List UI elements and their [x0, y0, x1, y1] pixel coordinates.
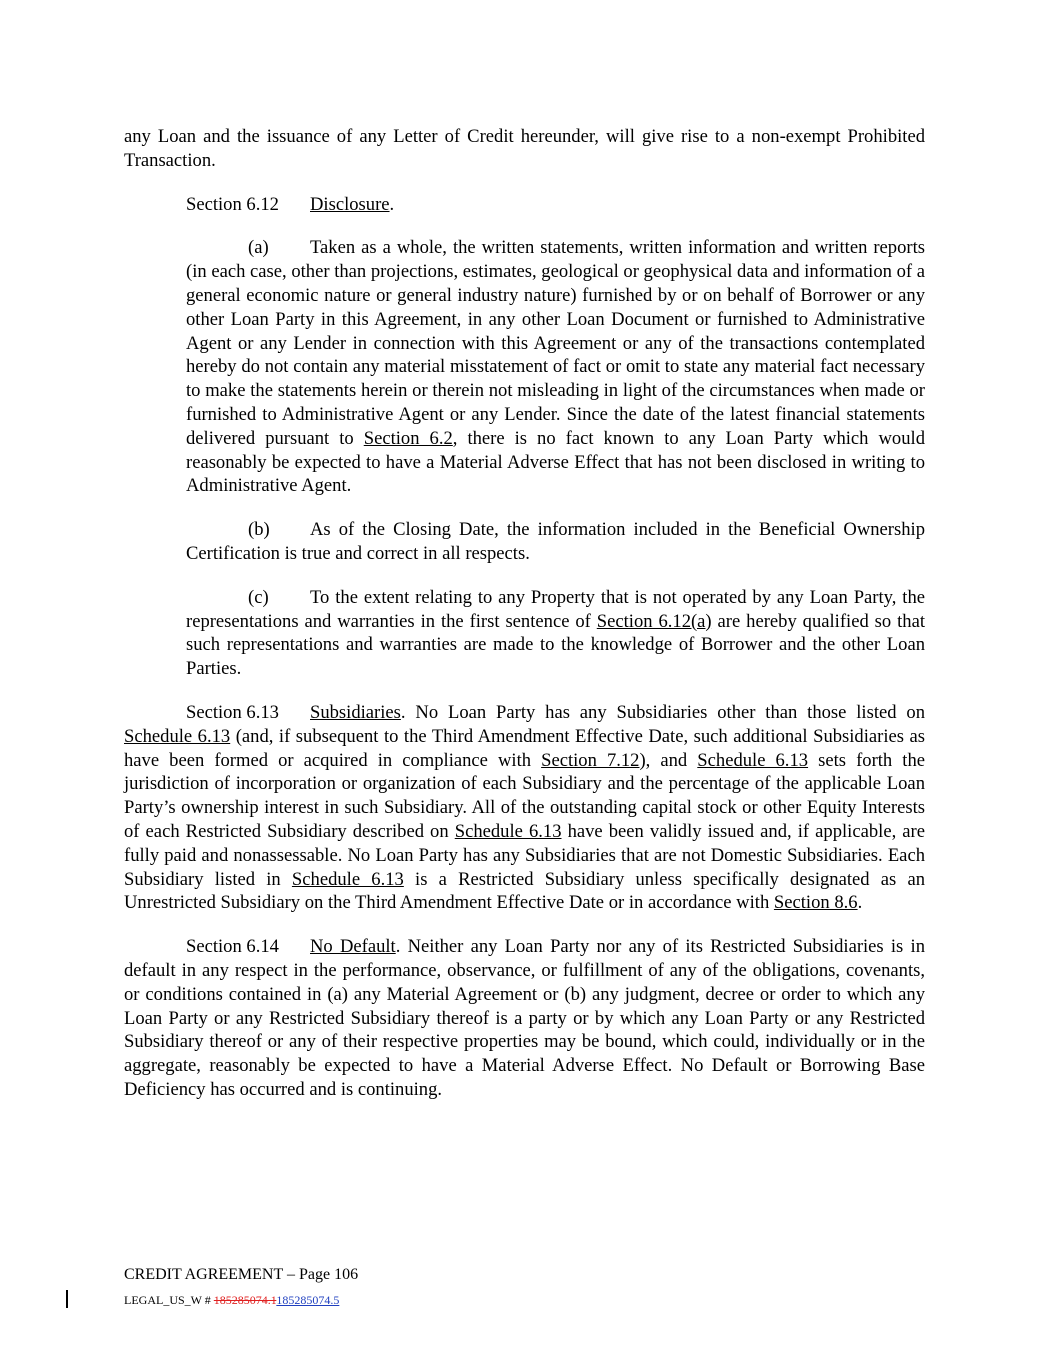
document-body: [124, 125, 925, 1122]
clause-label: (b): [248, 519, 270, 541]
cross-reference: Section 7.12: [541, 749, 640, 771]
section-6-12-heading: Section 6.12 Disclosure.: [186, 193, 395, 215]
cross-reference: Section 6.2: [363, 427, 453, 449]
document-id: LEGAL_US_W # 185285074.1185285074.5: [124, 1293, 340, 1307]
cross-reference: Section 6.12(a): [596, 610, 712, 632]
section-6-12-c: (c) To the extent relating to any Property that is not operated by any Loan Party, the representations and warranties in the first sentence of Section 6.12(a) are hereby qualified so that such representations and warranties are made to the knowledge of Borrower and the other Loan Parties.: [186, 586, 925, 680]
cross-reference: Schedule 6.13: [697, 749, 809, 771]
page-footer: CREDIT AGREEMENT – Page 106: [124, 1266, 359, 1283]
cross-reference: Schedule 6.13: [124, 725, 231, 747]
section-6-12-b: (b) As of the Closing Date, the information included in the Beneficial Ownership Certification is true and correct in all respects.: [186, 519, 925, 564]
section-title: No Default: [310, 936, 396, 958]
section-6-13: Section 6.13 Subsidiaries. No Loan Party has any Subsidiaries other than those listed on Schedule 6.13 (and, if subsequent to the Third Amendment Effective Date, such additional Subsidiaries as have been formed or acquired in compliance with Section 7.12), and Schedule 6.13 sets forth the jurisdiction of incorporation or organization of each Subsidiary and the percentage of the applicable Loan Party’s ownership interest in such Subsidiary. All of the outstanding capital stock or other Equity Interests of each Restricted Subsidiary described on Schedule 6.13 have been validly issued and, if applicable, are fully paid and nonassessable. No Loan Party has any Subsidiaries that are not Domestic Subsidiaries. Each Subsidiary listed in Schedule 6.13 is a Restricted Subsidiary unless specifically designated as an Unrestricted Subsidiary on the Third Amendment Effective Date or in accordance with Section 8.6.: [124, 701, 926, 914]
section-6-12-a: (a) Taken as a whole, the written statements, written information and written reports (in each case, other than projections, estimates, geological or geophysical data and information of a general economic nature or general industry nature) furnished by or on behalf of Borrower or any other Loan Party in this Agreement, in any other Loan Document or furnished to Administrative Agent or any Lender in connection with this Agreement or any of the transactions contemplated hereby do not contain any material misstatement of fact or omit to state any material fact necessary to make the statements herein or therein not misleading in light of the circumstances when made or furnished to Administrative Agent or any Lender. Since the date of the latest financial statements delivered pursuant to Section 6.2, there is no fact known to any Loan Party which would reasonably be expected to have a Material Adverse Effect that has not been disclosed in writing to Administrative Agent.: [186, 237, 925, 497]
inserted-doc-number: 185285074.5: [276, 1293, 340, 1307]
continuation-paragraph: any Loan and the issuance of any Letter of Credit hereunder, will give rise to a non-exempt Prohibited Transaction.: [124, 126, 925, 171]
section-title: Disclosure: [310, 193, 390, 215]
clause-label: (a): [248, 237, 269, 259]
cross-reference: Schedule 6.13: [454, 820, 562, 842]
deleted-doc-number: 185285074.1: [213, 1293, 277, 1307]
section-number: Section 6.14: [186, 936, 279, 958]
section-number: Section 6.13: [186, 701, 279, 723]
section-6-14: Section 6.14 No Default. Neither any Loan Party nor any of its Restricted Subsidiaries is in default in any respect in the performance, observance, or fulfillment of any of the obligations, covenants, or conditions contained in (a) any Material Agreement or (b) any judgment, decree or order to which any Loan Party or any Restricted Subsidiary thereof is a party or by which any Loan Party or any Restricted Subsidiary thereof or any of their respective properties may be bound, which could, individually or in the aggregate, reasonably be expected to have a Material Adverse Effect. No Default or Borrowing Base Deficiency has occurred and is continuing.: [124, 936, 925, 1100]
cross-reference: Section 8.6: [773, 892, 858, 914]
section-number: Section 6.12: [186, 193, 279, 215]
clause-label: (c): [248, 586, 269, 608]
section-title: Subsidiaries: [310, 701, 401, 723]
cross-reference: Schedule 6.13: [291, 868, 404, 890]
change-bar: [66, 1290, 68, 1308]
